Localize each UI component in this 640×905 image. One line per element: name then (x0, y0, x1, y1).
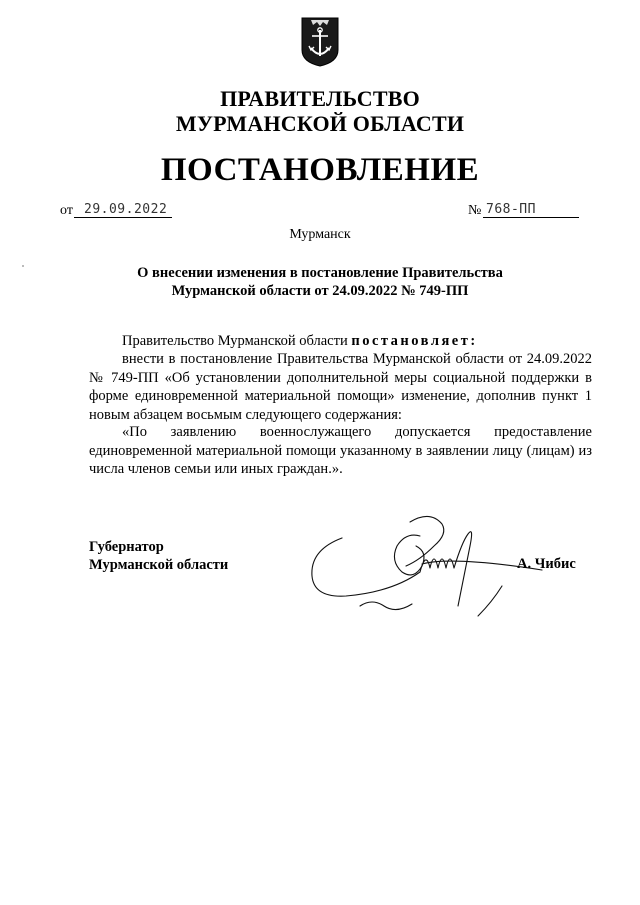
resolution-paragraph-2: «По заявлению военнослужащего допускается предоставление единовременной материальной помощи указанному в заявлении лицу (лицам) из числа членов семьи или иных граждан.». (89, 424, 592, 477)
number-field (483, 200, 579, 218)
number-prefix: № (468, 203, 482, 218)
organization-line-1: ПРАВИТЕЛЬСТВО (220, 86, 420, 111)
signatory-title-line-2: Мурманской области (89, 557, 229, 573)
organization-line-2: МУРМАНСКОЙ ОБЛАСТИ (175, 111, 465, 136)
resolution-paragraph-1: внести в постановление Правительства Мурманской области от 24.09.2022 № 749-ПП «Об установлении дополнительной меры социальной поддержки в форме единовременной материальной помощи» изменение, дополнив пункт 1 новым абзацем восьмым следующего содержания: (89, 351, 592, 423)
preamble-lead: Правительство Мурманской области (122, 333, 352, 349)
date-prefix: от (60, 203, 73, 218)
document-subject (0, 264, 640, 300)
subject-line-2: Мурманской области от 24.09.2022 № 749-ПП (171, 283, 469, 299)
document-number: 768-ПП (486, 202, 536, 217)
signatory-title-line-1: Губернатор (89, 539, 164, 555)
coat-of-arms-icon (299, 16, 341, 68)
document-date: 29.09.2022 (84, 202, 168, 217)
document-type-title: ПОСТАНОВЛЕНИЕ (160, 152, 480, 188)
handwritten-signature (302, 506, 552, 626)
date-field (74, 200, 172, 218)
resolution-preamble (89, 332, 592, 351)
organization-name (0, 86, 640, 136)
subject-line-1: О внесении изменения в постановление Правительства (137, 265, 503, 281)
signatory-name: А. Чибис (517, 556, 576, 572)
city-name: Мурманск (289, 227, 351, 242)
signatory-title (89, 538, 228, 574)
preamble-verb: постановляет: (351, 333, 478, 349)
